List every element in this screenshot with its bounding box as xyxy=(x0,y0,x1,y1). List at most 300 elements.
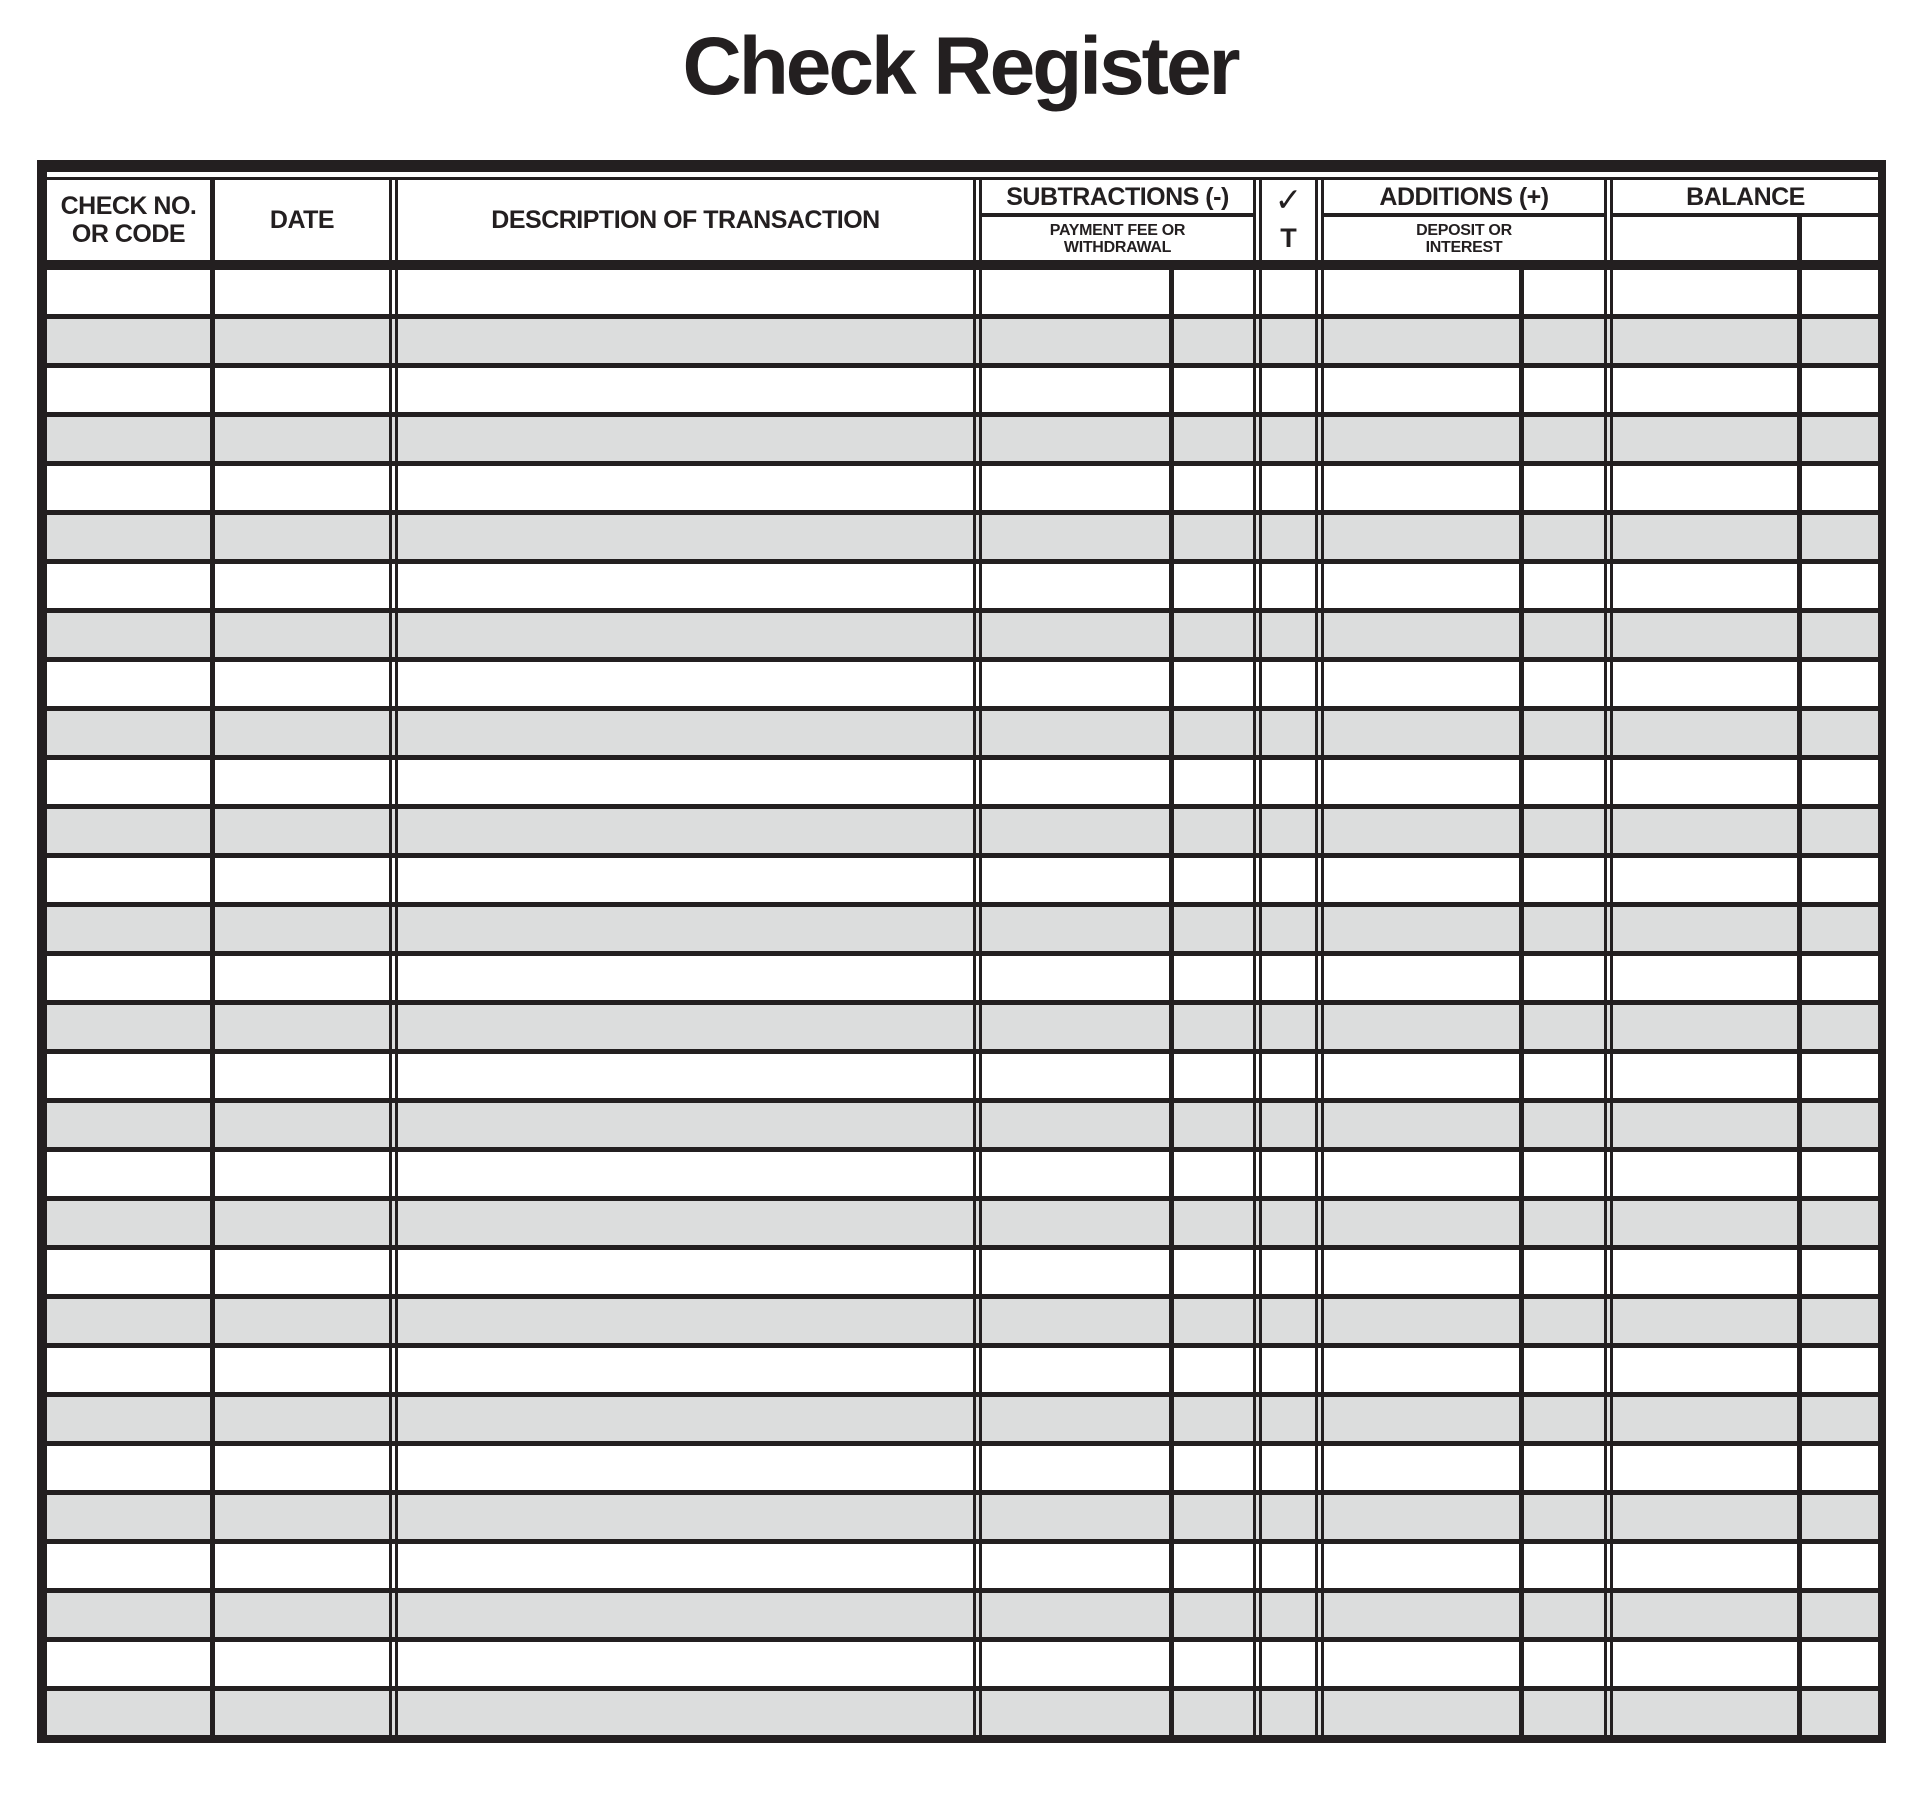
cell-balance-amount[interactable] xyxy=(1613,1593,1797,1637)
cell-deposit-amount[interactable] xyxy=(1324,1299,1519,1343)
cell-description[interactable] xyxy=(398,417,973,461)
cell-description[interactable] xyxy=(398,956,973,1000)
cell-balance-amount[interactable] xyxy=(1613,1152,1797,1196)
cell-check-status[interactable] xyxy=(1262,662,1315,706)
cell-deposit-amount[interactable] xyxy=(1324,1152,1519,1196)
cell-payment-cents[interactable] xyxy=(1174,1299,1253,1343)
cell-deposit-cents[interactable] xyxy=(1524,1397,1604,1441)
cell-deposit-amount[interactable] xyxy=(1324,613,1519,657)
cell-balance-amount[interactable] xyxy=(1613,270,1797,314)
cell-deposit-cents[interactable] xyxy=(1524,466,1604,510)
cell-deposit-amount[interactable] xyxy=(1324,319,1519,363)
cell-description[interactable] xyxy=(398,319,973,363)
cell-check-no[interactable] xyxy=(47,319,210,363)
cell-payment-cents[interactable] xyxy=(1174,1593,1253,1637)
cell-deposit-amount[interactable] xyxy=(1324,1544,1519,1588)
cell-description[interactable] xyxy=(398,662,973,706)
cell-deposit-amount[interactable] xyxy=(1324,907,1519,951)
cell-deposit-cents[interactable] xyxy=(1524,1250,1604,1294)
cell-payment-cents[interactable] xyxy=(1174,1201,1253,1245)
cell-deposit-amount[interactable] xyxy=(1324,809,1519,853)
cell-description[interactable] xyxy=(398,1642,973,1686)
cell-deposit-cents[interactable] xyxy=(1524,1348,1604,1392)
cell-balance-cents[interactable] xyxy=(1802,319,1878,363)
cell-payment-cents[interactable] xyxy=(1174,564,1253,608)
cell-payment-cents[interactable] xyxy=(1174,858,1253,902)
cell-check-no[interactable] xyxy=(47,1642,210,1686)
cell-balance-cents[interactable] xyxy=(1802,1446,1878,1490)
cell-check-no[interactable] xyxy=(47,760,210,804)
cell-deposit-amount[interactable] xyxy=(1324,1250,1519,1294)
cell-payment-cents[interactable] xyxy=(1174,1397,1253,1441)
cell-payment-cents[interactable] xyxy=(1174,1348,1253,1392)
cell-date[interactable] xyxy=(215,270,389,314)
cell-payment-cents[interactable] xyxy=(1174,368,1253,412)
cell-check-status[interactable] xyxy=(1262,1348,1315,1392)
cell-check-status[interactable] xyxy=(1262,1495,1315,1539)
cell-payment-amount[interactable] xyxy=(982,1348,1169,1392)
cell-deposit-amount[interactable] xyxy=(1324,515,1519,559)
cell-check-no[interactable] xyxy=(47,1691,210,1735)
cell-deposit-amount[interactable] xyxy=(1324,858,1519,902)
cell-balance-cents[interactable] xyxy=(1802,613,1878,657)
cell-balance-cents[interactable] xyxy=(1802,1005,1878,1049)
cell-payment-amount[interactable] xyxy=(982,368,1169,412)
cell-balance-amount[interactable] xyxy=(1613,1397,1797,1441)
cell-balance-amount[interactable] xyxy=(1613,613,1797,657)
cell-description[interactable] xyxy=(398,1397,973,1441)
cell-date[interactable] xyxy=(215,319,389,363)
cell-check-no[interactable] xyxy=(47,564,210,608)
cell-deposit-amount[interactable] xyxy=(1324,1446,1519,1490)
cell-deposit-cents[interactable] xyxy=(1524,907,1604,951)
cell-check-no[interactable] xyxy=(47,270,210,314)
cell-date[interactable] xyxy=(215,1299,389,1343)
cell-balance-cents[interactable] xyxy=(1802,368,1878,412)
cell-date[interactable] xyxy=(215,1201,389,1245)
cell-description[interactable] xyxy=(398,515,973,559)
cell-check-no[interactable] xyxy=(47,809,210,853)
cell-date[interactable] xyxy=(215,515,389,559)
cell-balance-amount[interactable] xyxy=(1613,1054,1797,1098)
cell-check-no[interactable] xyxy=(47,613,210,657)
cell-check-no[interactable] xyxy=(47,711,210,755)
cell-date[interactable] xyxy=(215,1348,389,1392)
cell-deposit-cents[interactable] xyxy=(1524,1152,1604,1196)
cell-check-no[interactable] xyxy=(47,368,210,412)
cell-balance-amount[interactable] xyxy=(1613,760,1797,804)
cell-check-status[interactable] xyxy=(1262,1544,1315,1588)
cell-balance-amount[interactable] xyxy=(1613,1691,1797,1735)
cell-deposit-amount[interactable] xyxy=(1324,1397,1519,1441)
cell-balance-amount[interactable] xyxy=(1613,1446,1797,1490)
cell-date[interactable] xyxy=(215,1005,389,1049)
cell-payment-amount[interactable] xyxy=(982,1691,1169,1735)
cell-check-status[interactable] xyxy=(1262,711,1315,755)
cell-check-no[interactable] xyxy=(47,1299,210,1343)
cell-deposit-amount[interactable] xyxy=(1324,270,1519,314)
cell-balance-cents[interactable] xyxy=(1802,1593,1878,1637)
cell-balance-cents[interactable] xyxy=(1802,760,1878,804)
cell-check-status[interactable] xyxy=(1262,1005,1315,1049)
cell-date[interactable] xyxy=(215,711,389,755)
cell-date[interactable] xyxy=(215,564,389,608)
cell-description[interactable] xyxy=(398,1348,973,1392)
cell-check-no[interactable] xyxy=(47,1005,210,1049)
cell-check-no[interactable] xyxy=(47,1250,210,1294)
cell-payment-amount[interactable] xyxy=(982,515,1169,559)
cell-payment-amount[interactable] xyxy=(982,1446,1169,1490)
cell-balance-amount[interactable] xyxy=(1613,564,1797,608)
cell-balance-amount[interactable] xyxy=(1613,1250,1797,1294)
cell-deposit-cents[interactable] xyxy=(1524,711,1604,755)
cell-payment-amount[interactable] xyxy=(982,1299,1169,1343)
cell-balance-amount[interactable] xyxy=(1613,1642,1797,1686)
cell-deposit-amount[interactable] xyxy=(1324,1593,1519,1637)
cell-payment-cents[interactable] xyxy=(1174,1495,1253,1539)
cell-payment-amount[interactable] xyxy=(982,466,1169,510)
cell-balance-cents[interactable] xyxy=(1802,1299,1878,1343)
cell-description[interactable] xyxy=(398,907,973,951)
cell-description[interactable] xyxy=(398,613,973,657)
cell-check-status[interactable] xyxy=(1262,368,1315,412)
cell-balance-amount[interactable] xyxy=(1613,711,1797,755)
cell-balance-cents[interactable] xyxy=(1802,1152,1878,1196)
cell-date[interactable] xyxy=(215,466,389,510)
cell-balance-amount[interactable] xyxy=(1613,1544,1797,1588)
cell-deposit-amount[interactable] xyxy=(1324,1691,1519,1735)
cell-deposit-cents[interactable] xyxy=(1524,1691,1604,1735)
cell-check-no[interactable] xyxy=(47,515,210,559)
cell-deposit-cents[interactable] xyxy=(1524,1201,1604,1245)
cell-payment-cents[interactable] xyxy=(1174,417,1253,461)
cell-balance-amount[interactable] xyxy=(1613,1299,1797,1343)
cell-balance-cents[interactable] xyxy=(1802,1691,1878,1735)
cell-balance-cents[interactable] xyxy=(1802,809,1878,853)
cell-description[interactable] xyxy=(398,270,973,314)
cell-check-status[interactable] xyxy=(1262,270,1315,314)
cell-date[interactable] xyxy=(215,956,389,1000)
cell-payment-cents[interactable] xyxy=(1174,1691,1253,1735)
cell-payment-amount[interactable] xyxy=(982,564,1169,608)
cell-deposit-cents[interactable] xyxy=(1524,662,1604,706)
cell-check-status[interactable] xyxy=(1262,613,1315,657)
cell-deposit-cents[interactable] xyxy=(1524,1299,1604,1343)
cell-payment-cents[interactable] xyxy=(1174,662,1253,706)
cell-check-status[interactable] xyxy=(1262,1054,1315,1098)
cell-deposit-amount[interactable] xyxy=(1324,466,1519,510)
cell-description[interactable] xyxy=(398,1054,973,1098)
cell-balance-cents[interactable] xyxy=(1802,1397,1878,1441)
cell-date[interactable] xyxy=(215,662,389,706)
cell-payment-amount[interactable] xyxy=(982,907,1169,951)
cell-date[interactable] xyxy=(215,1152,389,1196)
cell-deposit-cents[interactable] xyxy=(1524,1054,1604,1098)
cell-date[interactable] xyxy=(215,417,389,461)
cell-payment-amount[interactable] xyxy=(982,1593,1169,1637)
cell-deposit-amount[interactable] xyxy=(1324,1103,1519,1147)
cell-balance-amount[interactable] xyxy=(1613,515,1797,559)
cell-balance-cents[interactable] xyxy=(1802,270,1878,314)
cell-description[interactable] xyxy=(398,1495,973,1539)
cell-deposit-cents[interactable] xyxy=(1524,1005,1604,1049)
cell-deposit-amount[interactable] xyxy=(1324,564,1519,608)
cell-payment-amount[interactable] xyxy=(982,809,1169,853)
cell-balance-amount[interactable] xyxy=(1613,1005,1797,1049)
cell-payment-cents[interactable] xyxy=(1174,1152,1253,1196)
cell-balance-cents[interactable] xyxy=(1802,1054,1878,1098)
cell-payment-cents[interactable] xyxy=(1174,907,1253,951)
cell-description[interactable] xyxy=(398,711,973,755)
cell-payment-cents[interactable] xyxy=(1174,1446,1253,1490)
cell-deposit-amount[interactable] xyxy=(1324,1642,1519,1686)
cell-deposit-cents[interactable] xyxy=(1524,319,1604,363)
cell-deposit-amount[interactable] xyxy=(1324,1054,1519,1098)
cell-balance-cents[interactable] xyxy=(1802,1544,1878,1588)
cell-check-status[interactable] xyxy=(1262,760,1315,804)
cell-balance-cents[interactable] xyxy=(1802,417,1878,461)
cell-deposit-amount[interactable] xyxy=(1324,368,1519,412)
cell-date[interactable] xyxy=(215,1593,389,1637)
cell-balance-amount[interactable] xyxy=(1613,907,1797,951)
cell-check-no[interactable] xyxy=(47,1152,210,1196)
cell-payment-amount[interactable] xyxy=(982,662,1169,706)
cell-payment-amount[interactable] xyxy=(982,1642,1169,1686)
cell-check-status[interactable] xyxy=(1262,1593,1315,1637)
cell-balance-amount[interactable] xyxy=(1613,1103,1797,1147)
cell-description[interactable] xyxy=(398,1446,973,1490)
cell-check-status[interactable] xyxy=(1262,858,1315,902)
cell-deposit-cents[interactable] xyxy=(1524,270,1604,314)
cell-date[interactable] xyxy=(215,858,389,902)
cell-payment-cents[interactable] xyxy=(1174,515,1253,559)
cell-balance-amount[interactable] xyxy=(1613,319,1797,363)
cell-description[interactable] xyxy=(398,1005,973,1049)
cell-description[interactable] xyxy=(398,466,973,510)
cell-description[interactable] xyxy=(398,1250,973,1294)
cell-check-status[interactable] xyxy=(1262,1250,1315,1294)
cell-balance-amount[interactable] xyxy=(1613,368,1797,412)
cell-deposit-amount[interactable] xyxy=(1324,662,1519,706)
cell-date[interactable] xyxy=(215,368,389,412)
cell-check-status[interactable] xyxy=(1262,1446,1315,1490)
cell-balance-amount[interactable] xyxy=(1613,809,1797,853)
cell-check-no[interactable] xyxy=(47,1397,210,1441)
cell-check-status[interactable] xyxy=(1262,1152,1315,1196)
cell-payment-amount[interactable] xyxy=(982,270,1169,314)
cell-balance-cents[interactable] xyxy=(1802,662,1878,706)
cell-balance-amount[interactable] xyxy=(1613,417,1797,461)
cell-check-no[interactable] xyxy=(47,1593,210,1637)
cell-date[interactable] xyxy=(215,1054,389,1098)
cell-payment-amount[interactable] xyxy=(982,760,1169,804)
cell-payment-amount[interactable] xyxy=(982,1495,1169,1539)
cell-date[interactable] xyxy=(215,1691,389,1735)
cell-payment-cents[interactable] xyxy=(1174,270,1253,314)
cell-deposit-amount[interactable] xyxy=(1324,417,1519,461)
cell-deposit-amount[interactable] xyxy=(1324,1005,1519,1049)
cell-deposit-cents[interactable] xyxy=(1524,1544,1604,1588)
cell-balance-cents[interactable] xyxy=(1802,711,1878,755)
cell-check-no[interactable] xyxy=(47,662,210,706)
cell-balance-amount[interactable] xyxy=(1613,662,1797,706)
cell-payment-cents[interactable] xyxy=(1174,1103,1253,1147)
cell-balance-amount[interactable] xyxy=(1613,1201,1797,1245)
cell-date[interactable] xyxy=(215,1642,389,1686)
cell-check-status[interactable] xyxy=(1262,1642,1315,1686)
cell-description[interactable] xyxy=(398,1593,973,1637)
cell-payment-cents[interactable] xyxy=(1174,1005,1253,1049)
cell-check-status[interactable] xyxy=(1262,1201,1315,1245)
cell-balance-cents[interactable] xyxy=(1802,1348,1878,1392)
cell-date[interactable] xyxy=(215,1495,389,1539)
cell-deposit-cents[interactable] xyxy=(1524,858,1604,902)
cell-description[interactable] xyxy=(398,1152,973,1196)
cell-deposit-amount[interactable] xyxy=(1324,1201,1519,1245)
cell-deposit-cents[interactable] xyxy=(1524,1593,1604,1637)
cell-check-no[interactable] xyxy=(47,1054,210,1098)
cell-payment-amount[interactable] xyxy=(982,1005,1169,1049)
cell-check-status[interactable] xyxy=(1262,907,1315,951)
cell-payment-cents[interactable] xyxy=(1174,1250,1253,1294)
cell-deposit-cents[interactable] xyxy=(1524,760,1604,804)
cell-check-no[interactable] xyxy=(47,417,210,461)
cell-payment-cents[interactable] xyxy=(1174,711,1253,755)
cell-check-no[interactable] xyxy=(47,1495,210,1539)
cell-payment-amount[interactable] xyxy=(982,956,1169,1000)
cell-balance-cents[interactable] xyxy=(1802,1495,1878,1539)
cell-payment-amount[interactable] xyxy=(982,1250,1169,1294)
cell-payment-amount[interactable] xyxy=(982,1544,1169,1588)
cell-description[interactable] xyxy=(398,368,973,412)
cell-check-no[interactable] xyxy=(47,466,210,510)
cell-balance-cents[interactable] xyxy=(1802,515,1878,559)
cell-payment-cents[interactable] xyxy=(1174,613,1253,657)
cell-description[interactable] xyxy=(398,564,973,608)
cell-check-status[interactable] xyxy=(1262,515,1315,559)
cell-payment-amount[interactable] xyxy=(982,1054,1169,1098)
cell-balance-amount[interactable] xyxy=(1613,858,1797,902)
cell-balance-cents[interactable] xyxy=(1802,907,1878,951)
cell-check-no[interactable] xyxy=(47,1201,210,1245)
cell-payment-amount[interactable] xyxy=(982,1103,1169,1147)
cell-payment-amount[interactable] xyxy=(982,417,1169,461)
cell-deposit-cents[interactable] xyxy=(1524,613,1604,657)
cell-check-status[interactable] xyxy=(1262,417,1315,461)
cell-check-status[interactable] xyxy=(1262,1103,1315,1147)
cell-payment-cents[interactable] xyxy=(1174,956,1253,1000)
cell-check-status[interactable] xyxy=(1262,809,1315,853)
cell-deposit-amount[interactable] xyxy=(1324,1348,1519,1392)
cell-description[interactable] xyxy=(398,1103,973,1147)
cell-check-no[interactable] xyxy=(47,858,210,902)
cell-check-no[interactable] xyxy=(47,1103,210,1147)
cell-payment-cents[interactable] xyxy=(1174,760,1253,804)
cell-description[interactable] xyxy=(398,760,973,804)
cell-payment-cents[interactable] xyxy=(1174,1544,1253,1588)
cell-deposit-cents[interactable] xyxy=(1524,368,1604,412)
cell-description[interactable] xyxy=(398,809,973,853)
cell-check-status[interactable] xyxy=(1262,466,1315,510)
cell-payment-amount[interactable] xyxy=(982,711,1169,755)
cell-balance-cents[interactable] xyxy=(1802,466,1878,510)
cell-deposit-cents[interactable] xyxy=(1524,809,1604,853)
cell-payment-amount[interactable] xyxy=(982,1201,1169,1245)
cell-date[interactable] xyxy=(215,1397,389,1441)
cell-check-status[interactable] xyxy=(1262,1691,1315,1735)
cell-balance-cents[interactable] xyxy=(1802,1250,1878,1294)
cell-description[interactable] xyxy=(398,1201,973,1245)
cell-balance-cents[interactable] xyxy=(1802,1642,1878,1686)
cell-payment-cents[interactable] xyxy=(1174,319,1253,363)
cell-description[interactable] xyxy=(398,1299,973,1343)
cell-description[interactable] xyxy=(398,858,973,902)
cell-deposit-cents[interactable] xyxy=(1524,1103,1604,1147)
cell-deposit-amount[interactable] xyxy=(1324,1495,1519,1539)
cell-balance-cents[interactable] xyxy=(1802,956,1878,1000)
cell-balance-cents[interactable] xyxy=(1802,1103,1878,1147)
cell-deposit-amount[interactable] xyxy=(1324,956,1519,1000)
cell-check-status[interactable] xyxy=(1262,564,1315,608)
cell-balance-amount[interactable] xyxy=(1613,1348,1797,1392)
cell-balance-amount[interactable] xyxy=(1613,466,1797,510)
cell-check-status[interactable] xyxy=(1262,956,1315,1000)
cell-date[interactable] xyxy=(215,1544,389,1588)
cell-date[interactable] xyxy=(215,809,389,853)
cell-deposit-cents[interactable] xyxy=(1524,417,1604,461)
cell-check-no[interactable] xyxy=(47,907,210,951)
cell-deposit-cents[interactable] xyxy=(1524,1642,1604,1686)
cell-payment-amount[interactable] xyxy=(982,319,1169,363)
cell-check-no[interactable] xyxy=(47,1544,210,1588)
cell-deposit-cents[interactable] xyxy=(1524,515,1604,559)
cell-check-no[interactable] xyxy=(47,1446,210,1490)
cell-check-status[interactable] xyxy=(1262,1299,1315,1343)
cell-payment-amount[interactable] xyxy=(982,1152,1169,1196)
cell-deposit-cents[interactable] xyxy=(1524,564,1604,608)
cell-date[interactable] xyxy=(215,907,389,951)
cell-balance-amount[interactable] xyxy=(1613,1495,1797,1539)
cell-payment-amount[interactable] xyxy=(982,1397,1169,1441)
cell-payment-cents[interactable] xyxy=(1174,1054,1253,1098)
cell-payment-amount[interactable] xyxy=(982,613,1169,657)
cell-deposit-cents[interactable] xyxy=(1524,956,1604,1000)
cell-date[interactable] xyxy=(215,1446,389,1490)
cell-description[interactable] xyxy=(398,1544,973,1588)
cell-deposit-cents[interactable] xyxy=(1524,1446,1604,1490)
cell-balance-amount[interactable] xyxy=(1613,956,1797,1000)
cell-payment-cents[interactable] xyxy=(1174,809,1253,853)
cell-date[interactable] xyxy=(215,1250,389,1294)
cell-date[interactable] xyxy=(215,613,389,657)
cell-deposit-amount[interactable] xyxy=(1324,760,1519,804)
cell-payment-cents[interactable] xyxy=(1174,466,1253,510)
cell-deposit-amount[interactable] xyxy=(1324,711,1519,755)
cell-date[interactable] xyxy=(215,1103,389,1147)
cell-balance-cents[interactable] xyxy=(1802,858,1878,902)
cell-check-no[interactable] xyxy=(47,956,210,1000)
cell-payment-amount[interactable] xyxy=(982,858,1169,902)
cell-check-status[interactable] xyxy=(1262,319,1315,363)
cell-deposit-cents[interactable] xyxy=(1524,1495,1604,1539)
cell-description[interactable] xyxy=(398,1691,973,1735)
cell-balance-cents[interactable] xyxy=(1802,564,1878,608)
cell-check-status[interactable] xyxy=(1262,1397,1315,1441)
cell-check-no[interactable] xyxy=(47,1348,210,1392)
cell-date[interactable] xyxy=(215,760,389,804)
cell-payment-cents[interactable] xyxy=(1174,1642,1253,1686)
cell-balance-cents[interactable] xyxy=(1802,1201,1878,1245)
